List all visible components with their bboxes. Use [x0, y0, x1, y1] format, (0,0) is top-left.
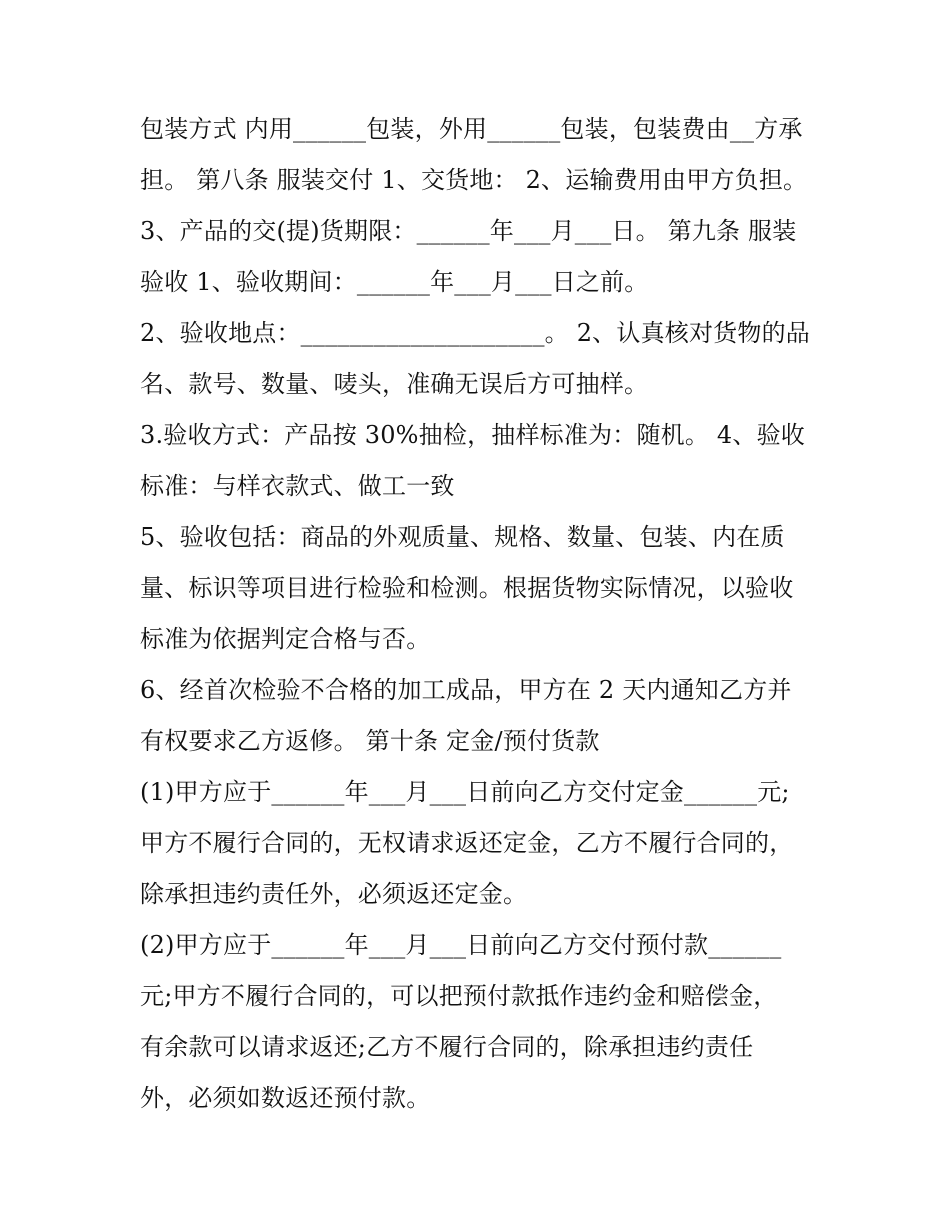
- text-line: 6、经首次检验不合格的加工成品，甲方在 2 天内通知乙方并: [140, 676, 792, 704]
- text-line: 标准为依据判定合格与否。: [140, 625, 431, 653]
- text-line: 名、款号、数量、唛头，准确无误后方可抽样。: [140, 370, 649, 398]
- text-line: 元;甲方不履行合同的，可以把预付款抵作违约金和赔偿金，: [140, 982, 778, 1010]
- text-line: 甲方不履行合同的，无权请求返还定金，乙方不履行合同的，: [140, 829, 794, 857]
- text-line: 3.验收方式：产品按 30%抽检，抽样标准为：随机。 4、验收: [140, 421, 805, 449]
- text-line: 标准：与样衣款式、做工一致: [140, 472, 455, 500]
- text-line: 外，必须如数返还预付款。: [140, 1084, 431, 1112]
- document-body: [140, 104, 830, 1124]
- text-line: 有余款可以请求返还;乙方不履行合同的，除承担违约责任: [140, 1033, 754, 1061]
- text-line: 3、产品的交(提)货期限：______年___月___日。 第九条 服装: [140, 217, 797, 245]
- text-line: 包装方式 内用______包装，外用______包装，包装费由__方承: [140, 115, 803, 143]
- text-line: 2、验收地点：____________________。 2、认真核对货物的品: [140, 319, 810, 347]
- text-line: 担。 第八条 服装交付 1、交货地： 2、运输费用由甲方负担。: [140, 166, 808, 194]
- text-line: 除承担违约责任外，必须返还定金。: [140, 880, 528, 908]
- text-line: 有权要求乙方返修。 第十条 定金/预付货款: [140, 727, 600, 755]
- text-line: 5、验收包括：商品的外观质量、规格、数量、包装、内在质: [140, 523, 785, 551]
- text-line: 量、标识等项目进行检验和检测。根据货物实际情况，以验收: [140, 574, 794, 602]
- text-line: 验收 1、验收期间：______年___月___日之前。: [140, 268, 649, 296]
- text-line: (2)甲方应于______年___月___日前向乙方交付预付款______: [140, 931, 782, 959]
- text-line: (1)甲方应于______年___月___日前向乙方交付定金______元;: [140, 778, 790, 806]
